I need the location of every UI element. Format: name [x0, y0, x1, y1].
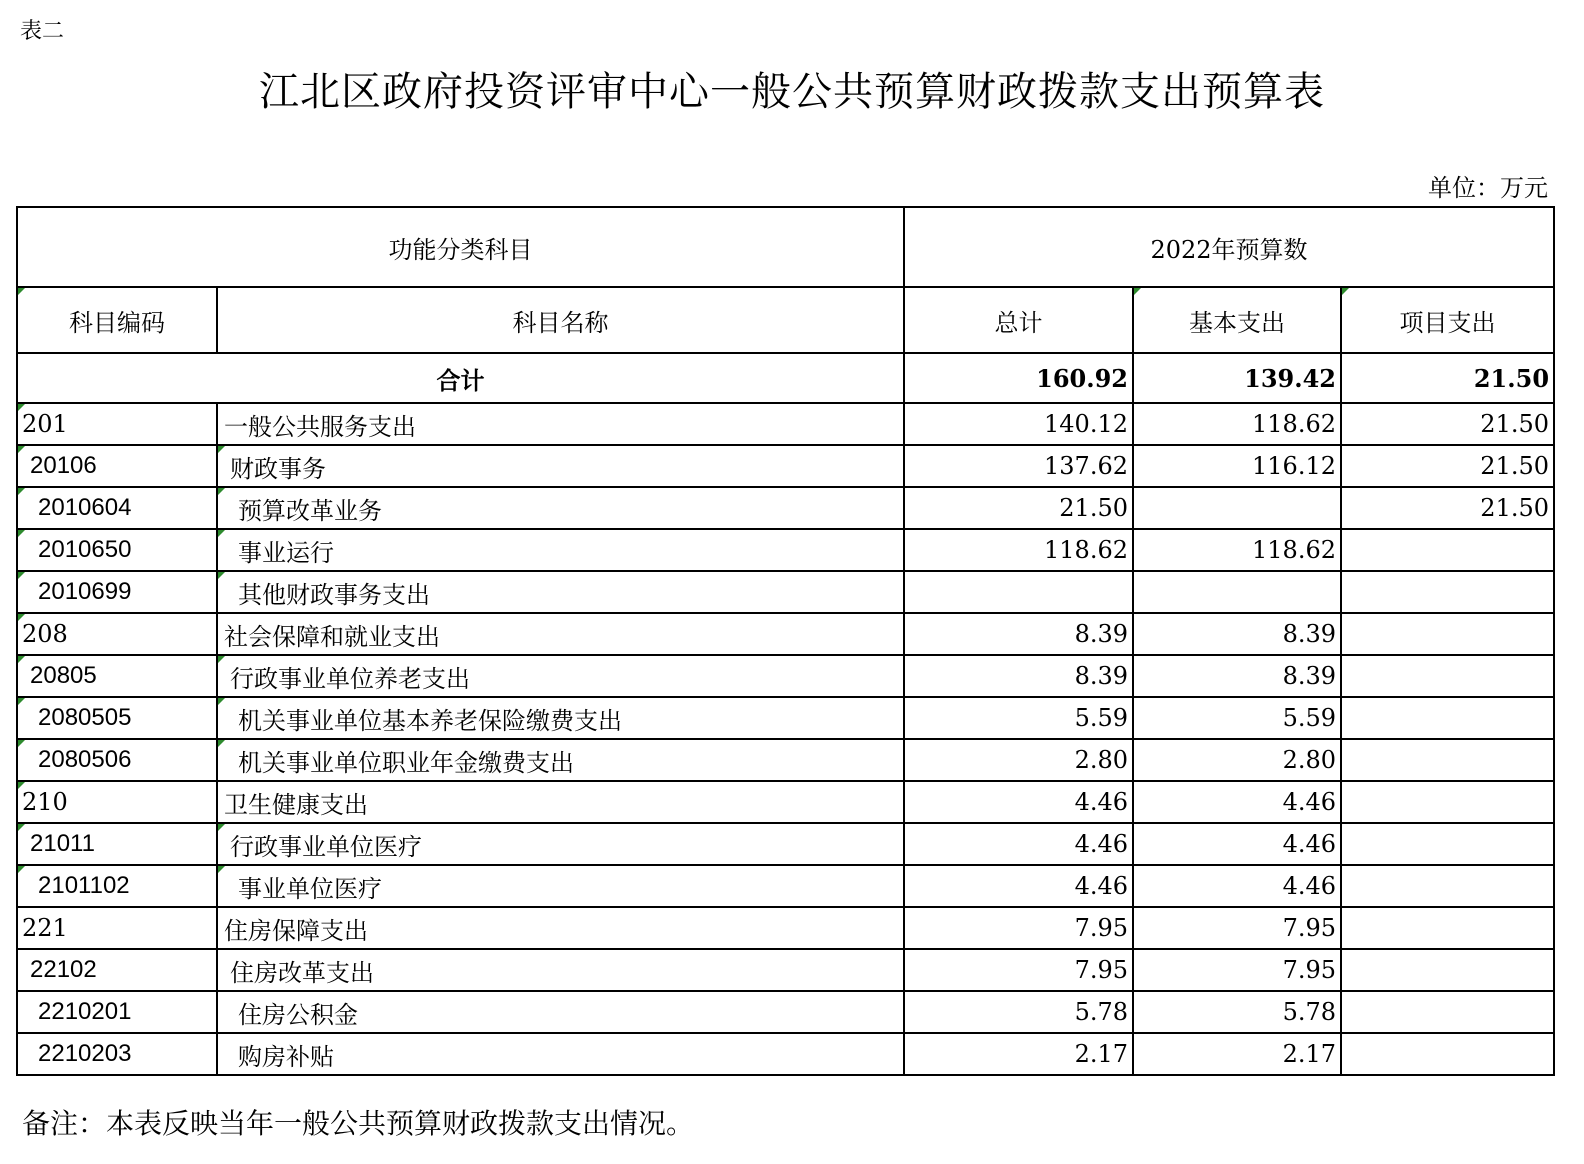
row-name: 机关事业单位职业年金缴费支出 [217, 739, 904, 781]
row-project [1341, 865, 1554, 907]
code-header: 科目编码 [17, 287, 217, 353]
row-code: 2080506 [17, 739, 217, 781]
row-project [1341, 949, 1554, 991]
table-row [17, 823, 1554, 865]
table-row [17, 907, 1554, 949]
page-title: 江北区政府投资评审中心一般公共预算财政拨款支出预算表 [259, 69, 1325, 115]
row-project [1341, 571, 1554, 613]
row-project [1341, 823, 1554, 865]
row-basic: 7.95 [1133, 949, 1341, 991]
row-total: 5.59 [904, 697, 1133, 739]
table-row [17, 949, 1554, 991]
row-total: 4.46 [904, 823, 1133, 865]
row-total: 118.62 [904, 529, 1133, 571]
row-name: 事业运行 [217, 529, 904, 571]
row-code: 2101102 [17, 865, 217, 907]
row-total: 140.12 [904, 403, 1133, 445]
row-project: 21.50 [1341, 487, 1554, 529]
row-total: 8.39 [904, 613, 1133, 655]
budget-year-header: 2022年预算数 [904, 207, 1554, 287]
table-row [17, 445, 1554, 487]
row-code: 20106 [17, 445, 217, 487]
row-code: 2010604 [17, 487, 217, 529]
row-name: 卫生健康支出 [217, 781, 904, 823]
row-project [1341, 739, 1554, 781]
row-total: 137.62 [904, 445, 1133, 487]
budget-table [16, 206, 1555, 1076]
functional-category-header: 功能分类科目 [17, 207, 904, 287]
row-project: 21.50 [1341, 403, 1554, 445]
row-basic: 118.62 [1133, 529, 1341, 571]
table-row [17, 571, 1554, 613]
row-name: 住房保障支出 [217, 907, 904, 949]
table-row [17, 403, 1554, 445]
table-row [17, 697, 1554, 739]
table-row [17, 529, 1554, 571]
row-total: 4.46 [904, 865, 1133, 907]
row-total: 2.17 [904, 1033, 1133, 1075]
row-project [1341, 613, 1554, 655]
total-header: 总计 [904, 287, 1133, 353]
row-code: 2010699 [17, 571, 217, 613]
footnote: 备注：本表反映当年一般公共预算财政拨款支出情况。 [22, 1107, 695, 1140]
row-name: 预算改革业务 [217, 487, 904, 529]
row-code: 21011 [17, 823, 217, 865]
header-row-main [17, 207, 1554, 287]
table-row [17, 613, 1554, 655]
header-row-sub [17, 287, 1554, 353]
total-label: 合计 [17, 353, 904, 403]
name-header: 科目名称 [217, 287, 904, 353]
row-name: 住房公积金 [217, 991, 904, 1033]
row-total: 4.46 [904, 781, 1133, 823]
row-name: 住房改革支出 [217, 949, 904, 991]
project-header: 项目支出 [1341, 287, 1554, 353]
row-total: 21.50 [904, 487, 1133, 529]
row-total: 8.39 [904, 655, 1133, 697]
row-basic: 118.62 [1133, 403, 1341, 445]
row-basic: 5.59 [1133, 697, 1341, 739]
basic-header: 基本支出 [1133, 287, 1341, 353]
row-basic: 116.12 [1133, 445, 1341, 487]
unit-label: 单位：万元 [1428, 174, 1548, 202]
row-code: 2210203 [17, 1033, 217, 1075]
row-code: 210 [17, 781, 217, 823]
total-row [17, 353, 1554, 403]
row-basic: 8.39 [1133, 613, 1341, 655]
row-name: 社会保障和就业支出 [217, 613, 904, 655]
row-name: 行政事业单位养老支出 [217, 655, 904, 697]
row-basic: 2.80 [1133, 739, 1341, 781]
row-project [1341, 991, 1554, 1033]
row-name: 财政事务 [217, 445, 904, 487]
row-project [1341, 655, 1554, 697]
row-name: 行政事业单位医疗 [217, 823, 904, 865]
row-code: 20805 [17, 655, 217, 697]
row-name: 其他财政事务支出 [217, 571, 904, 613]
row-project [1341, 781, 1554, 823]
row-code: 221 [17, 907, 217, 949]
row-basic: 4.46 [1133, 865, 1341, 907]
row-project: 21.50 [1341, 445, 1554, 487]
table-row [17, 655, 1554, 697]
row-code: 2010650 [17, 529, 217, 571]
row-code: 2210201 [17, 991, 217, 1033]
row-basic: 8.39 [1133, 655, 1341, 697]
table-label: 表二 [20, 19, 65, 44]
row-project [1341, 1033, 1554, 1075]
row-total: 7.95 [904, 949, 1133, 991]
row-name: 机关事业单位基本养老保险缴费支出 [217, 697, 904, 739]
table-row [17, 487, 1554, 529]
table-row [17, 781, 1554, 823]
row-total [904, 571, 1133, 613]
row-code: 22102 [17, 949, 217, 991]
table-row [17, 991, 1554, 1033]
row-name: 购房补贴 [217, 1033, 904, 1075]
row-code: 201 [17, 403, 217, 445]
row-name: 事业单位医疗 [217, 865, 904, 907]
total-sum: 160.92 [904, 353, 1133, 403]
row-project [1341, 697, 1554, 739]
row-basic: 4.46 [1133, 823, 1341, 865]
row-basic: 7.95 [1133, 907, 1341, 949]
total-project: 21.50 [1341, 353, 1554, 403]
row-total: 2.80 [904, 739, 1133, 781]
total-basic: 139.42 [1133, 353, 1341, 403]
row-basic [1133, 571, 1341, 613]
row-total: 5.78 [904, 991, 1133, 1033]
row-basic: 4.46 [1133, 781, 1341, 823]
row-name: 一般公共服务支出 [217, 403, 904, 445]
row-project [1341, 529, 1554, 571]
row-basic: 5.78 [1133, 991, 1341, 1033]
table-row [17, 865, 1554, 907]
table-row [17, 739, 1554, 781]
row-basic [1133, 487, 1341, 529]
row-total: 7.95 [904, 907, 1133, 949]
row-project [1341, 907, 1554, 949]
table-row [17, 1033, 1554, 1075]
row-basic: 2.17 [1133, 1033, 1341, 1075]
row-code: 2080505 [17, 697, 217, 739]
row-code: 208 [17, 613, 217, 655]
